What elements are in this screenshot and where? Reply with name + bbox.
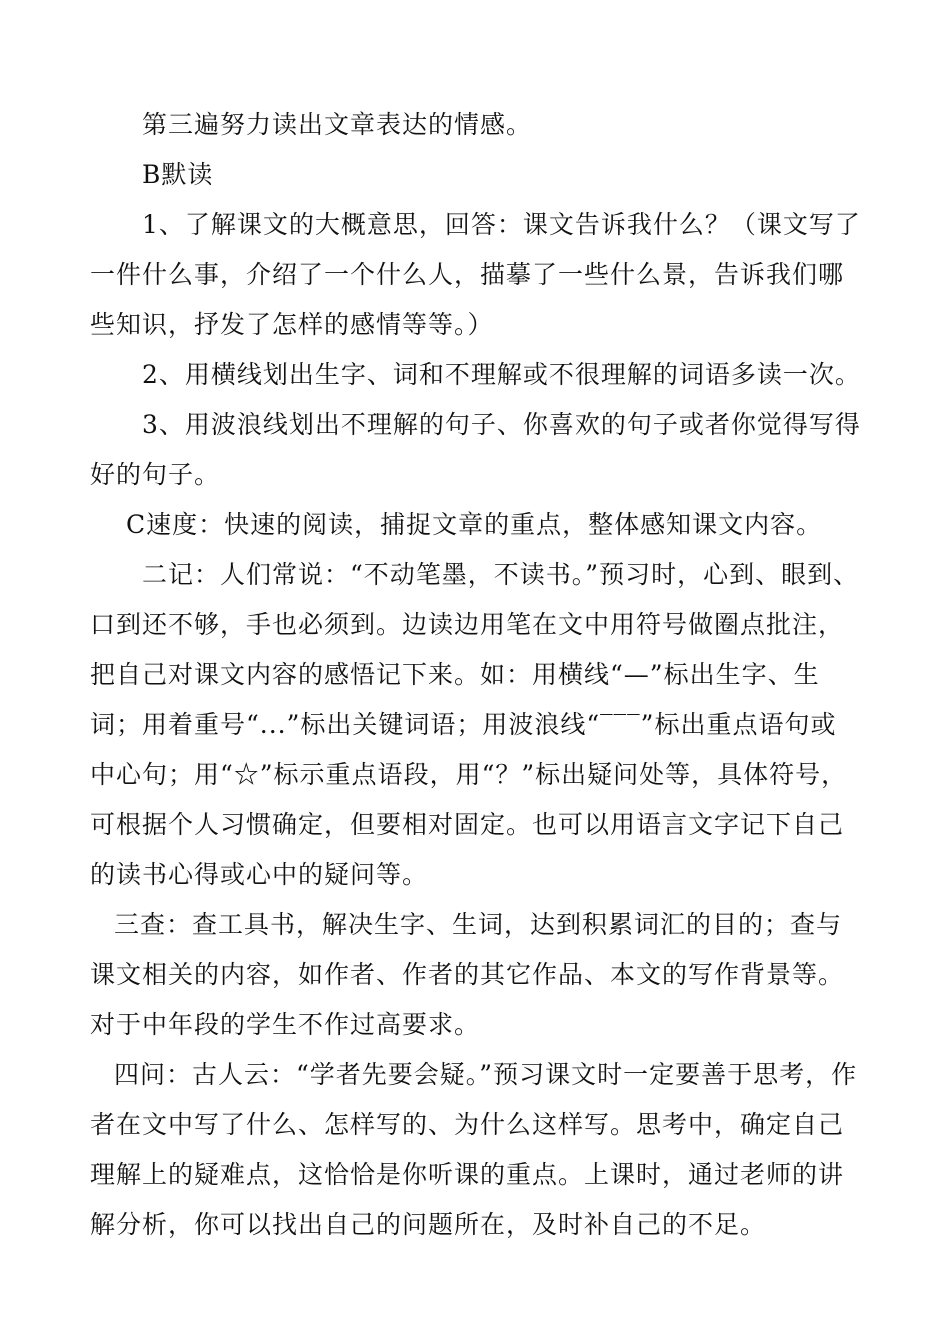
paragraph-record: 二记：人们常说：“不动笔墨，不读书。”预习时，心到、眼到、口到还不够，手也必须到。边读边用笔在文中用符号做圈点批注，把自己对课文内容的感悟记下来。如：用横线“—”标出生字、生词；用着重号“...”标出关键词语；用波浪线“‾‾‾”标出重点语句或中心句；用“☆”标示重点语段，用“？”标出疑问处等，具体符号，可根据个人习惯确定，但要相对固定。也可以用语言文字记下自己的读书心得或心中的疑问等。 <box>90 560 860 889</box>
paragraph-question: 四问：古人云：“学者先要会疑。”预习课文时一定要善于思考，作者在文中写了什么、怎样写的、为什么这样写。思考中，确定自己理解上的疑难点，这恰恰是你听课的重点。上课时，通过老师的讲解分析，你可以找出自己的问题所在，及时补自己的不足。 <box>90 1060 858 1239</box>
paragraph-step-2: 2、用横线划出生字、词和不理解或不很理解的词语多读一次。 <box>142 360 861 389</box>
paragraph-silent-reading: B默读 <box>142 160 214 189</box>
paragraph-step-3: 3、用波浪线划出不理解的句子、你喜欢的句子或者你觉得写得好的句子。 <box>90 410 861 489</box>
paragraph-speed: C速度：快速的阅读，捕捉文章的重点，整体感知课文内容。 <box>126 510 823 539</box>
paragraph-step-1: 1、了解课文的大概意思，回答：课文告诉我什么？（课文写了一件什么事，介绍了一个什么人，描摹了一些什么景，告诉我们哪些知识，抒发了怎样的感情等等。） <box>90 210 861 339</box>
paragraph-third-reading: 第三遍努力读出文章表达的情感。 <box>142 110 533 139</box>
paragraph-check: 三查：查工具书，解决生字、生词，达到积累词汇的目的；查与课文相关的内容，如作者、作者的其它作品、本文的写作背景等。对于中年段的学生不作过高要求。 <box>90 910 845 1039</box>
